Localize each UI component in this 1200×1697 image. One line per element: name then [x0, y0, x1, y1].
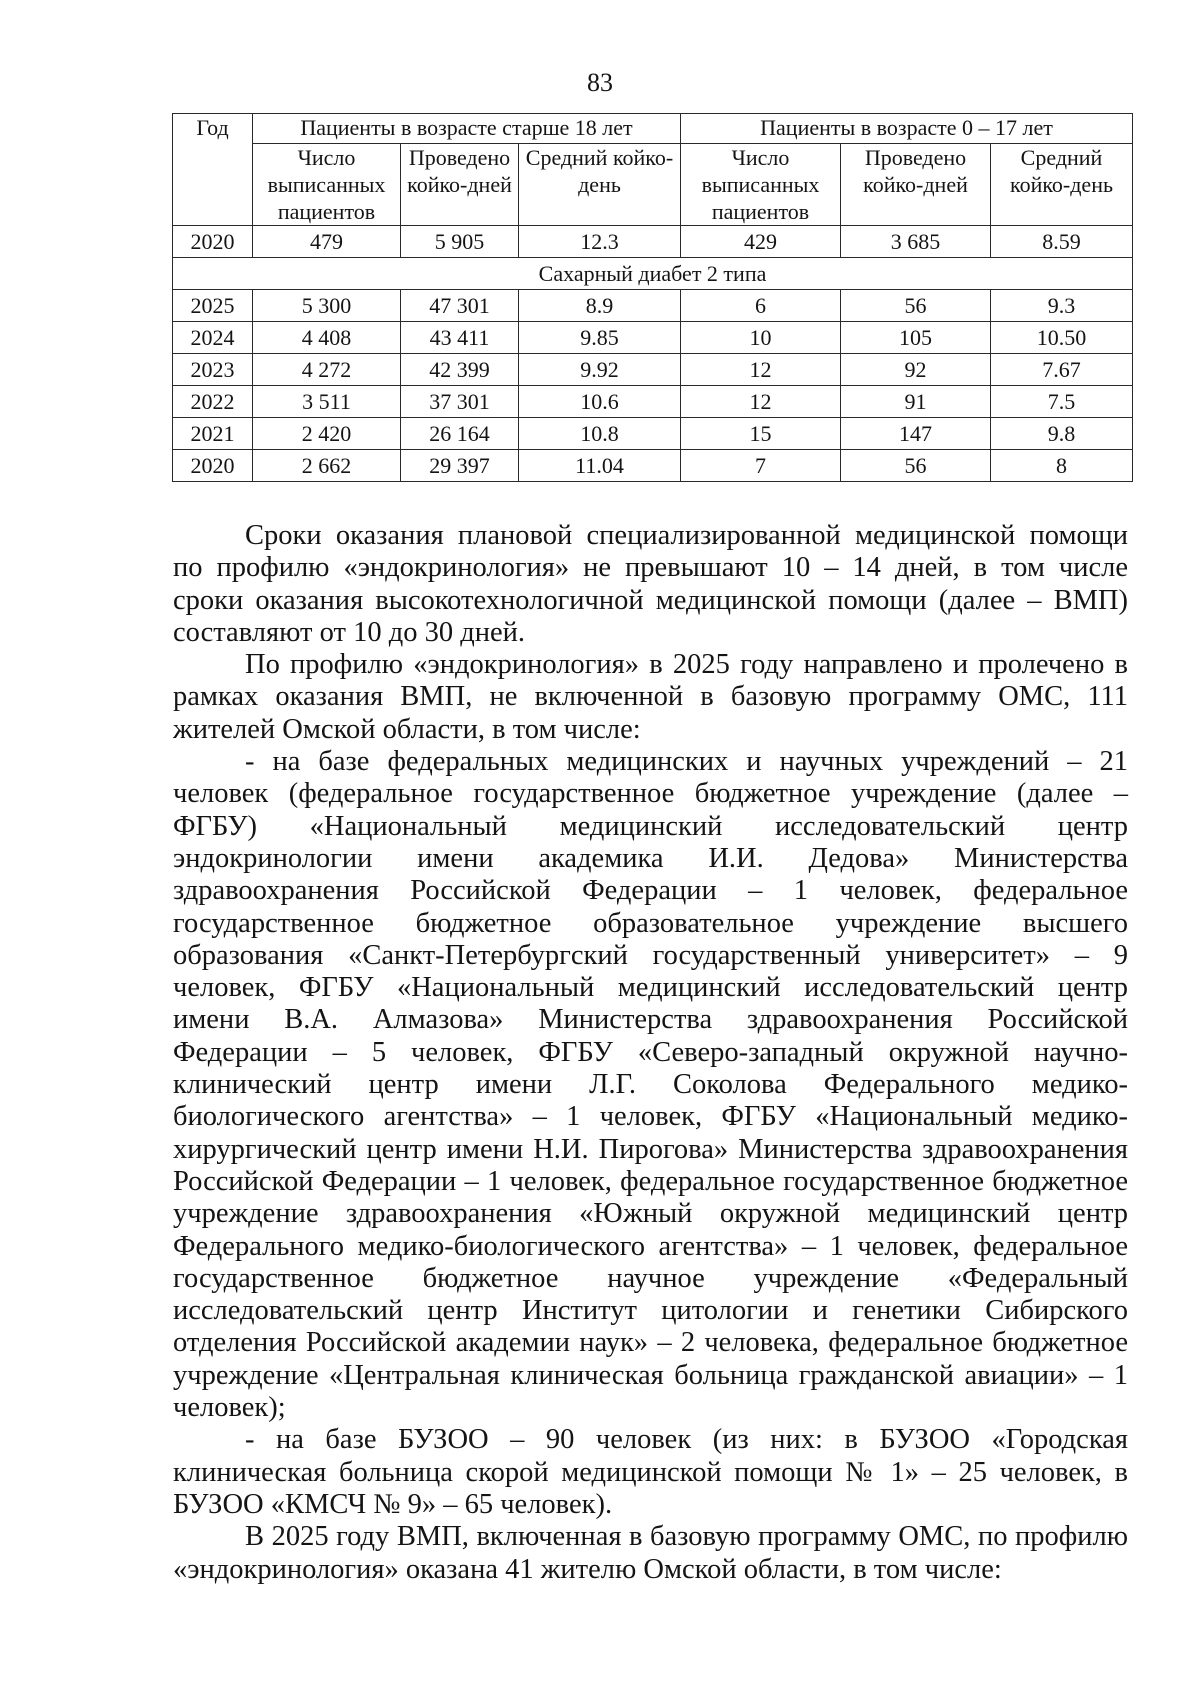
cell-value: 6 [681, 290, 841, 322]
cell-value: 92 [841, 354, 991, 386]
cell-value: 9.92 [519, 354, 681, 386]
subheader-adults-bed-days: Проведено койко-дней [401, 144, 519, 226]
cell-value: 91 [841, 386, 991, 418]
header-group-children: Пациенты в возрасте 0 – 17 лет [681, 114, 1133, 144]
page-number: 83 [587, 68, 613, 97]
cell-value: 8.9 [519, 290, 681, 322]
cell-value: 10.6 [519, 386, 681, 418]
cell-value: 9.3 [991, 290, 1133, 322]
cell-value: 12 [681, 386, 841, 418]
table-row [173, 450, 1133, 482]
cell-value: 5 300 [253, 290, 401, 322]
paragraph: По профилю «эндокринология» в 2025 году направлено и пролечено в рамках оказания ВМП, не включенной в базовую программу ОМС, 111 жителей Омской области, в том числе: [173, 649, 1128, 745]
table-row [173, 354, 1133, 386]
cell-value: 56 [841, 290, 991, 322]
cell-value: 7.5 [991, 386, 1133, 418]
cell-value: 3 511 [253, 386, 401, 418]
cell-year: 2020 [173, 226, 253, 258]
cell-value: 8.59 [991, 226, 1133, 258]
cell-value: 37 301 [401, 386, 519, 418]
cell-year: 2023 [173, 354, 253, 386]
table-row [173, 386, 1133, 418]
statistics-table [172, 113, 1133, 482]
table-row [173, 226, 1133, 258]
cell-value: 479 [253, 226, 401, 258]
cell-value: 10 [681, 322, 841, 354]
cell-year: 2024 [173, 322, 253, 354]
cell-value: 7.67 [991, 354, 1133, 386]
paragraph: Сроки оказания плановой специализированной медицинской помощи по профилю «эндокринология» не превышают 10 – 14 дней, в том числе сроки оказания высокотехнологичной медицинской помощи (далее – ВМП) составляют от 10 до 30 дней. [173, 520, 1128, 648]
subheader-children-discharged: Число выписанных пациентов [681, 144, 841, 226]
cell-value: 11.04 [519, 450, 681, 482]
body-text [173, 520, 1128, 1586]
cell-value: 429 [681, 226, 841, 258]
cell-value: 147 [841, 418, 991, 450]
cell-value: 43 411 [401, 322, 519, 354]
cell-value: 10.8 [519, 418, 681, 450]
subheader-children-bed-days: Проведено койко-дней [841, 144, 991, 226]
cell-value: 10.50 [991, 322, 1133, 354]
header-group-adults: Пациенты в возрасте старше 18 лет [253, 114, 681, 144]
cell-value: 2 420 [253, 418, 401, 450]
paragraph: - на базе БУЗОО – 90 человек (из них: в БУЗОО «Городская клиническая больница скорой медицинской помощи № 1» – 25 человек, в БУЗОО «КМСЧ № 9» – 65 человек). [173, 1424, 1128, 1520]
table-row [173, 418, 1133, 450]
cell-value: 9.8 [991, 418, 1133, 450]
table-section-row [173, 258, 1133, 290]
paragraph: - на базе федеральных медицинских и научных учреждений – 21 человек (федеральное государственное бюджетное учреждение (далее – ФГБУ) «Национальный медицинский исследовательский центр эндокринологии имени академика И.И. Дедова» Министерства здравоохранения Российской Федерации – 1 человек, федеральное государственное бюджетное образовательное учреждение высшего образования «Санкт-Петербургский государственный университет» – 9 человек, ФГБУ «Национальный медицинский исследовательский центр имени В.А. Алмазова» Министерства здравоохранения Российской Федерации – 5 человек, ФГБУ «Северо-западный окружной научно-клинический центр имени Л.Г. Соколова Федерального медико-биологического агентства» – 1 человек, ФГБУ «Национальный медико-хирургический центр имени Н.И. Пирогова» Министерства здравоохранения Российской Федерации – 1 человек, федеральное государственное бюджетное учреждение здравоохранения «Южный окружной медицинский центр Федерального медико-биологического агентства» – 1 человек, федеральное государственное бюджетное научное учреждение «Федеральный исследовательский центр Институт цитологии и генетики Сибирского отделения Российской академии наук» – 2 человека, федеральное бюджетное учреждение «Центральная клиническая больница гражданской авиации» – 1 человек); [173, 746, 1128, 1424]
table-header-row [173, 114, 1133, 144]
subheader-adults-avg-bed-day: Средний койко-день [519, 144, 681, 226]
subheader-adults-discharged: Число выписанных пациентов [253, 144, 401, 226]
cell-year: 2020 [173, 450, 253, 482]
cell-value: 105 [841, 322, 991, 354]
cell-year: 2022 [173, 386, 253, 418]
cell-value: 12 [681, 354, 841, 386]
cell-value: 2 662 [253, 450, 401, 482]
table-row [173, 290, 1133, 322]
cell-value: 9.85 [519, 322, 681, 354]
cell-value: 3 685 [841, 226, 991, 258]
header-year: Год [173, 114, 253, 226]
cell-value: 4 408 [253, 322, 401, 354]
cell-value: 26 164 [401, 418, 519, 450]
table-row [173, 322, 1133, 354]
subheader-children-avg-bed-day: Средний койко-день [991, 144, 1133, 226]
table-subheader-row [173, 144, 1133, 226]
cell-year: 2021 [173, 418, 253, 450]
cell-value: 56 [841, 450, 991, 482]
cell-value: 12.3 [519, 226, 681, 258]
cell-value: 4 272 [253, 354, 401, 386]
cell-value: 29 397 [401, 450, 519, 482]
cell-value: 42 399 [401, 354, 519, 386]
paragraph: В 2025 году ВМП, включенная в базовую программу ОМС, по профилю «эндокринология» оказана 41 жителю Омской области, в том числе: [173, 1521, 1128, 1585]
cell-value: 5 905 [401, 226, 519, 258]
cell-value: 8 [991, 450, 1133, 482]
cell-value: 47 301 [401, 290, 519, 322]
cell-value: 7 [681, 450, 841, 482]
cell-value: 15 [681, 418, 841, 450]
cell-year: 2025 [173, 290, 253, 322]
section-title: Сахарный диабет 2 типа [173, 258, 1133, 290]
